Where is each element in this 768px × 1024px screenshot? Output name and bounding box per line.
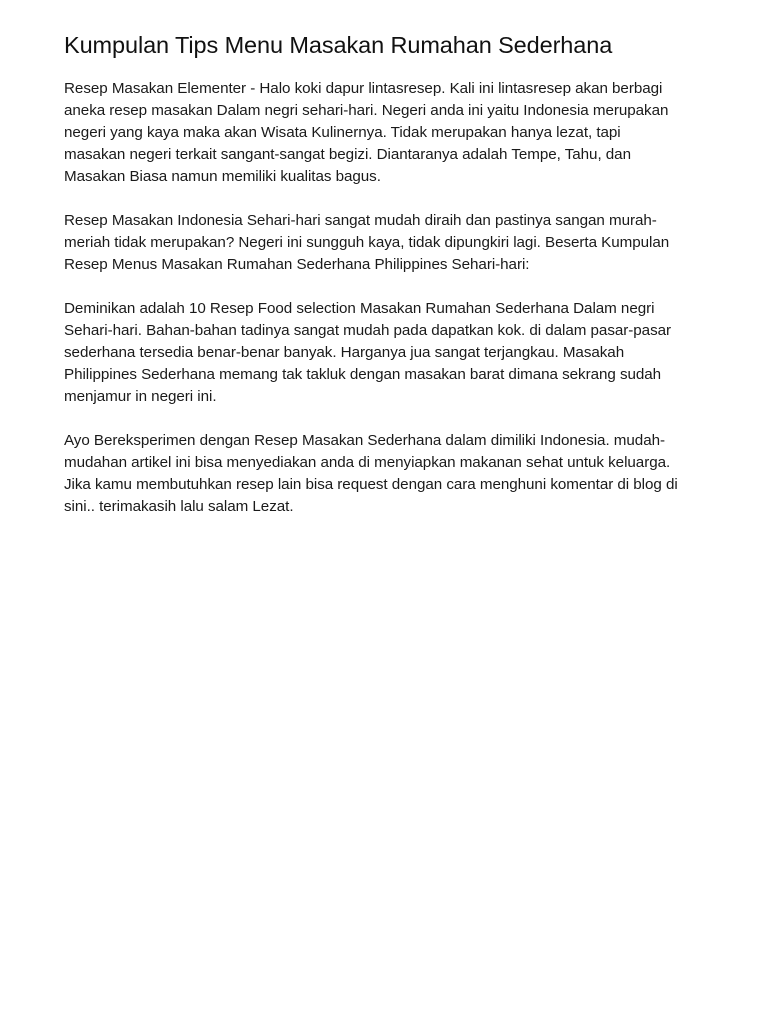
paragraph-gap — [64, 188, 704, 210]
paragraph-line: Deminikan adalah 10 Resep Food selection Masakan Rumahan Sederhana Dalam negri — [64, 300, 655, 317]
paragraph-line: sederhana tersedia benar-benar banyak. Harganya jua sangat terjangkau. Masakah — [64, 344, 625, 361]
paragraph-line: menjamur in negeri ini. — [64, 388, 217, 405]
paragraph-line: negeri yang kaya maka akan Wisata Kulinernya. Tidak merupakan hanya lezat, tapi — [64, 124, 621, 141]
paragraph-line: mudahan artikel ini bisa menyediakan anda di menyiapkan makanan sehat untuk keluarga. — [64, 454, 671, 471]
paragraph-line: Sehari-hari. Bahan-bahan tadinya sangat mudah pada dapatkan kok. di dalam pasar-pasar — [64, 322, 672, 339]
paragraph-3 — [64, 298, 704, 408]
paragraph-4 — [64, 430, 704, 518]
paragraph-line: masakan negeri terkait sangant-sangat begizi. Diantaranya adalah Tempe, Tahu, dan — [64, 146, 631, 163]
paragraph-line: sini.. terimakasih lalu salam Lezat. — [64, 498, 294, 515]
paragraph-line: Masakan Biasa namun memiliki kualitas bagus. — [64, 168, 381, 185]
paragraph-2 — [64, 210, 704, 276]
paragraph-line: Jika kamu membutuhkan resep lain bisa request dengan cara menghuni komentar di blog di — [64, 476, 678, 493]
document-content — [64, 31, 704, 518]
paragraph-1 — [64, 78, 704, 188]
paragraph-line: Resep Masakan Indonesia Sehari-hari sangat mudah diraih dan pastinya sangan murah- — [64, 212, 657, 229]
paragraph-line: Resep Masakan Elementer - Halo koki dapur lintasresep. Kali ini lintasresep akan berbagi — [64, 80, 663, 97]
paragraph-line: aneka resep masakan Dalam negri sehari-hari. Negeri anda ini yaitu Indonesia merupakan — [64, 102, 669, 119]
paragraph-gap — [64, 276, 704, 298]
paragraph-line: meriah tidak merupakan? Negeri ini sungguh kaya, tidak dipungkiri lagi. Beserta Kumpulan — [64, 234, 670, 251]
paragraph-line: Philippines Sederhana memang tak takluk dengan masakan barat dimana sekrang sudah — [64, 366, 662, 383]
page-title: Kumpulan Tips Menu Masakan Rumahan Sederhana — [64, 32, 613, 58]
paragraph-gap — [64, 408, 704, 430]
paragraph-line: Ayo Bereksperimen dengan Resep Masakan Sederhana dalam dimiliki Indonesia. mudah- — [64, 432, 665, 449]
paragraph-line: Resep Menus Masakan Rumahan Sederhana Philippines Sehari-hari: — [64, 256, 530, 273]
